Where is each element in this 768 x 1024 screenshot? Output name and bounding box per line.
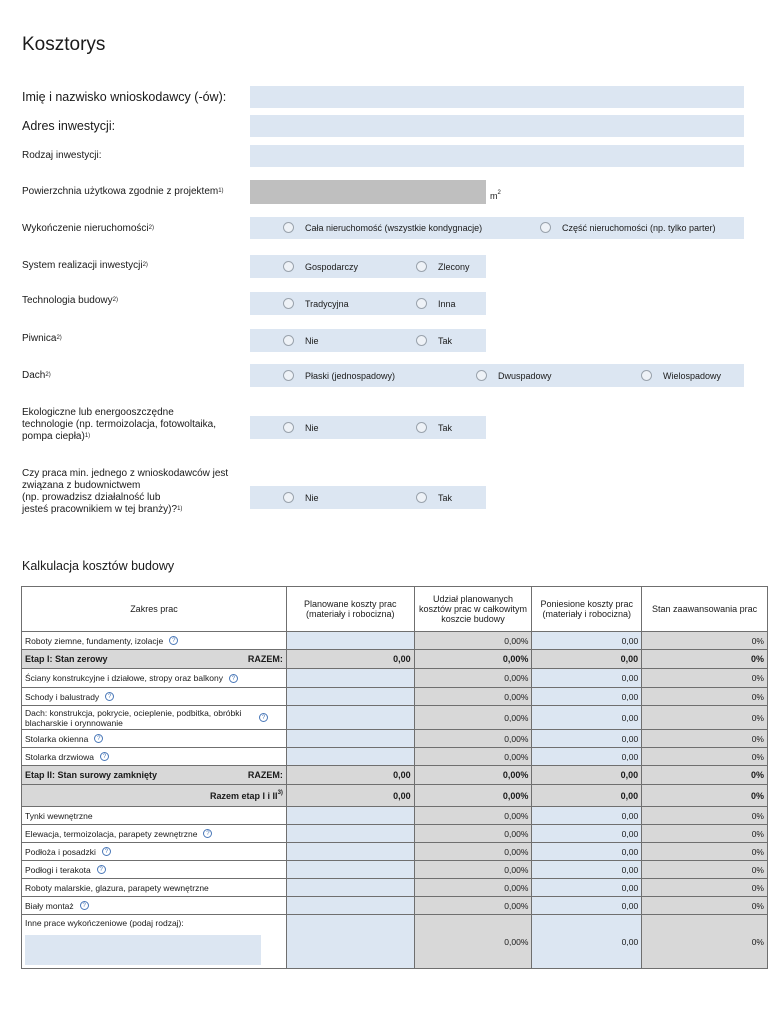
help-icon[interactable]: ?: [94, 734, 103, 743]
progress-cell: 0%: [642, 825, 768, 843]
footnote-marker: 3): [277, 789, 283, 796]
investment-type-label: Rodzaj inwestycji:: [22, 150, 102, 161]
incurred-cost-cell[interactable]: 0,00: [532, 688, 642, 706]
roof-label: Dach$^{2)}$: [22, 370, 51, 381]
incurred-cost-cell[interactable]: 0,00: [532, 879, 642, 897]
radio-circle[interactable]: [416, 298, 427, 309]
basement-option-yes[interactable]: Tak: [416, 335, 452, 346]
construction-option-yes[interactable]: Tak: [416, 492, 452, 503]
eco-label: Ekologiczne lub energooszczędne technologie (np. termoizolacja, fotowoltaika, pompa ciepła)$^{1)}$: [22, 407, 216, 442]
planned-cost-cell[interactable]: [286, 706, 414, 730]
share-cell: 0,00%: [414, 632, 532, 650]
share-cell: 0,00%: [414, 730, 532, 748]
cost-calculation-title: Kalkulacja kosztów budowy: [22, 559, 175, 573]
share-cell: 0,00%: [414, 766, 532, 785]
planned-cost-cell[interactable]: [286, 861, 414, 879]
row-label: Roboty malarskie, glazura, parapety wewnętrzne: [25, 882, 209, 893]
help-icon[interactable]: ?: [102, 847, 111, 856]
share-cell: 0,00%: [414, 650, 532, 669]
applicant-name-label: Imię i nazwisko wnioskodawcy (-ów):: [22, 90, 227, 104]
row-label: Etap II: Stan surowy zamknięty: [25, 770, 158, 780]
technology-option-traditional[interactable]: Tradycyjna: [283, 298, 349, 309]
progress-cell: 0%: [642, 688, 768, 706]
row-scope: [22, 688, 287, 706]
planned-cost-cell[interactable]: [286, 807, 414, 825]
basement-option-no[interactable]: Nie: [283, 335, 319, 346]
finish-label: Wykończenie nieruchomości$^{2)}$: [22, 223, 154, 234]
progress-cell: 0%: [642, 785, 768, 807]
planned-cost-cell: 0,00: [286, 766, 414, 785]
radio-circle[interactable]: [283, 261, 294, 272]
row-label: Tynki wewnętrzne: [25, 810, 93, 821]
share-cell: 0,00%: [414, 706, 532, 730]
row-scope: [22, 785, 287, 807]
header-incurred: Poniesione koszty prac (materiały i robocizna): [532, 587, 642, 632]
row-scope: [22, 730, 287, 748]
row-label: Ściany konstrukcyjne i działowe, stropy oraz balkony: [25, 673, 223, 683]
progress-cell: 0%: [642, 730, 768, 748]
header-progress: Stan zaawansowania prac: [642, 587, 768, 632]
row-scope: [22, 825, 287, 843]
help-icon[interactable]: ?: [100, 752, 109, 761]
planned-cost-cell: 0,00: [286, 785, 414, 807]
table-row: [22, 861, 768, 879]
progress-cell: 0%: [642, 669, 768, 688]
share-cell: 0,00%: [414, 825, 532, 843]
table-sum-row: [22, 650, 768, 669]
incurred-cost-cell[interactable]: 0,00: [532, 669, 642, 688]
basement-label: Piwnica$^{2)}$: [22, 333, 62, 344]
incurred-cost-cell[interactable]: 0,00: [532, 897, 642, 915]
header-scope: Zakres prac: [22, 587, 287, 632]
radio-circle[interactable]: [283, 370, 294, 381]
help-icon[interactable]: ?: [259, 713, 268, 722]
planned-cost-cell[interactable]: [286, 879, 414, 897]
planned-cost-cell[interactable]: [286, 632, 414, 650]
planned-cost-cell[interactable]: [286, 897, 414, 915]
share-cell: 0,00%: [414, 843, 532, 861]
table-row: [22, 897, 768, 915]
planned-cost-cell[interactable]: [286, 688, 414, 706]
row-label: Stolarka drzwiowa: [25, 751, 94, 762]
radio-circle[interactable]: [283, 222, 294, 233]
address-field[interactable]: [250, 115, 744, 137]
incurred-cost-cell[interactable]: 0,00: [532, 843, 642, 861]
planned-cost-cell: 0,00: [286, 650, 414, 669]
table-row: [22, 706, 768, 730]
row-scope: [22, 669, 287, 688]
row-label: Stolarka okienna: [25, 733, 89, 744]
radio-circle[interactable]: [416, 261, 427, 272]
planned-cost-cell[interactable]: [286, 669, 414, 688]
address-label: Adres inwestycji:: [22, 119, 116, 133]
area-label: Powierzchnia użytkowa zgodnie z projektem$^{1)}$: [22, 186, 224, 197]
incurred-cost-cell[interactable]: 0,00: [532, 861, 642, 879]
row-label: Elewacja, termoizolacja, parapety zewnętrzne: [25, 828, 198, 839]
table-header-row: [22, 587, 768, 632]
progress-cell: 0%: [642, 766, 768, 785]
row-scope: [22, 650, 287, 669]
table-sum-row: [22, 766, 768, 785]
technology-option-other[interactable]: Inna: [416, 298, 456, 309]
row-scope: [22, 748, 287, 766]
progress-cell: 0%: [642, 915, 768, 969]
table-row: [22, 730, 768, 748]
share-cell: 0,00%: [414, 807, 532, 825]
planned-cost-cell[interactable]: [286, 915, 414, 969]
help-icon[interactable]: ?: [169, 636, 178, 645]
incurred-cost-cell[interactable]: 0,00: [532, 807, 642, 825]
cost-table: [21, 586, 768, 969]
system-label: System realizacji inwestycji$^{2)}$: [22, 260, 148, 271]
row-label: Dach: konstrukcja, pokrycie, ocieplenie, podbitka, obróbki blacharskie i orynnowanie: [25, 707, 242, 728]
progress-cell: 0%: [642, 650, 768, 669]
radio-circle[interactable]: [283, 422, 294, 433]
radio-circle[interactable]: [283, 335, 294, 346]
progress-cell: 0%: [642, 706, 768, 730]
share-cell: 0,00%: [414, 669, 532, 688]
eco-option-yes[interactable]: Tak: [416, 422, 452, 433]
construction-option-no[interactable]: Nie: [283, 492, 319, 503]
row-label: Biały montaż: [25, 900, 74, 911]
row-scope: [22, 807, 287, 825]
area-field[interactable]: [250, 180, 486, 204]
planned-cost-cell[interactable]: [286, 843, 414, 861]
incurred-cost-cell[interactable]: 0,00: [532, 730, 642, 748]
roof-option-flat[interactable]: Płaski (jednospadowy): [283, 370, 395, 381]
help-icon[interactable]: ?: [97, 865, 106, 874]
incurred-cost-cell[interactable]: 0,00: [532, 825, 642, 843]
help-icon[interactable]: ?: [105, 692, 114, 701]
eco-option-no[interactable]: Nie: [283, 422, 319, 433]
technology-label: Technologia budowy$^{2)}$: [22, 295, 118, 306]
help-icon[interactable]: ?: [80, 901, 89, 910]
radio-circle[interactable]: [283, 298, 294, 309]
share-cell: 0,00%: [414, 915, 532, 969]
row-scope: [22, 915, 287, 969]
row-label: Etap I: Stan zerowy: [25, 654, 108, 664]
incurred-cost-cell[interactable]: 0,00: [532, 632, 642, 650]
row-scope: [22, 861, 287, 879]
radio-circle[interactable]: [641, 370, 652, 381]
row-label: Schody i balustrady: [25, 691, 100, 702]
share-cell: 0,00%: [414, 748, 532, 766]
incurred-cost-cell[interactable]: 0,00: [532, 915, 642, 969]
radio-circle[interactable]: [416, 492, 427, 503]
row-label: Razem etap I i II: [210, 790, 278, 801]
row-scope: [22, 706, 287, 730]
investment-type-field[interactable]: [250, 145, 744, 167]
table-row: [22, 915, 768, 969]
system-option-own[interactable]: Gospodarczy: [283, 261, 358, 272]
construction-label: Czy praca min. jednego z wnioskodawców jest związana z budownictwem (np. prowadzisz działalność lub jesteś pracownikiem w tej branży)?$^{1)}$: [22, 468, 229, 515]
help-icon[interactable]: ?: [229, 674, 238, 683]
row-scope: [22, 843, 287, 861]
planned-cost-cell[interactable]: [286, 825, 414, 843]
table-row: [22, 688, 768, 706]
progress-cell: 0%: [642, 897, 768, 915]
finish-option-part[interactable]: Część nieruchomości (np. tylko parter): [540, 222, 716, 233]
other-work-input[interactable]: [25, 935, 261, 965]
header-planned: Planowane koszty prac (materiały i robocizna): [286, 587, 414, 632]
radio-circle[interactable]: [283, 492, 294, 503]
area-unit: $m^2$: [490, 190, 501, 201]
table-row: [22, 879, 768, 897]
share-cell: 0,00%: [414, 879, 532, 897]
table-row: [22, 843, 768, 861]
table-sum-row: [22, 785, 768, 807]
help-icon[interactable]: ?: [203, 829, 212, 838]
row-scope: [22, 879, 287, 897]
incurred-cost-cell: 0,00: [532, 766, 642, 785]
header-share: Udział planowanych kosztów prac w całkowitym koszcie budowy: [414, 587, 532, 632]
roof-option-multi[interactable]: Wielospadowy: [641, 370, 721, 381]
roof-option-gable[interactable]: Dwuspadowy: [476, 370, 552, 381]
share-cell: 0,00%: [414, 688, 532, 706]
share-cell: 0,00%: [414, 897, 532, 915]
progress-cell: 0%: [642, 748, 768, 766]
finish-option-whole[interactable]: Cała nieruchomość (wszystkie kondygnacje): [283, 222, 482, 233]
share-cell: 0,00%: [414, 861, 532, 879]
row-scope: [22, 766, 287, 785]
row-sum-label: RAZEM:: [247, 770, 283, 780]
radio-circle[interactable]: [416, 335, 427, 346]
progress-cell: 0%: [642, 807, 768, 825]
row-sum-label: RAZEM:: [247, 654, 283, 664]
row-label: Podłogi i terakota: [25, 864, 91, 875]
share-cell: 0,00%: [414, 785, 532, 807]
row-label: Inne prace wykończeniowe (podaj rodzaj):: [25, 918, 184, 928]
row-scope: [22, 632, 287, 650]
table-row: [22, 825, 768, 843]
row-label: Podłoża i posadzki: [25, 846, 96, 857]
planned-cost-cell[interactable]: [286, 748, 414, 766]
incurred-cost-cell[interactable]: 0,00: [532, 748, 642, 766]
progress-cell: 0%: [642, 879, 768, 897]
progress-cell: 0%: [642, 632, 768, 650]
applicant-name-field[interactable]: [250, 86, 744, 108]
table-row: [22, 807, 768, 825]
radio-circle[interactable]: [416, 422, 427, 433]
planned-cost-cell[interactable]: [286, 730, 414, 748]
table-row: [22, 632, 768, 650]
radio-circle[interactable]: [476, 370, 487, 381]
row-label: Roboty ziemne, fundamenty, izolacje: [25, 635, 164, 646]
radio-circle[interactable]: [540, 222, 551, 233]
row-scope: [22, 897, 287, 915]
system-option-contracted[interactable]: Zlecony: [416, 261, 470, 272]
incurred-cost-cell: 0,00: [532, 785, 642, 807]
progress-cell: 0%: [642, 843, 768, 861]
progress-cell: 0%: [642, 861, 768, 879]
table-row: [22, 669, 768, 688]
incurred-cost-cell: 0,00: [532, 650, 642, 669]
page-title: Kosztorys: [22, 34, 106, 55]
incurred-cost-cell[interactable]: 0,00: [532, 706, 642, 730]
table-row: [22, 748, 768, 766]
